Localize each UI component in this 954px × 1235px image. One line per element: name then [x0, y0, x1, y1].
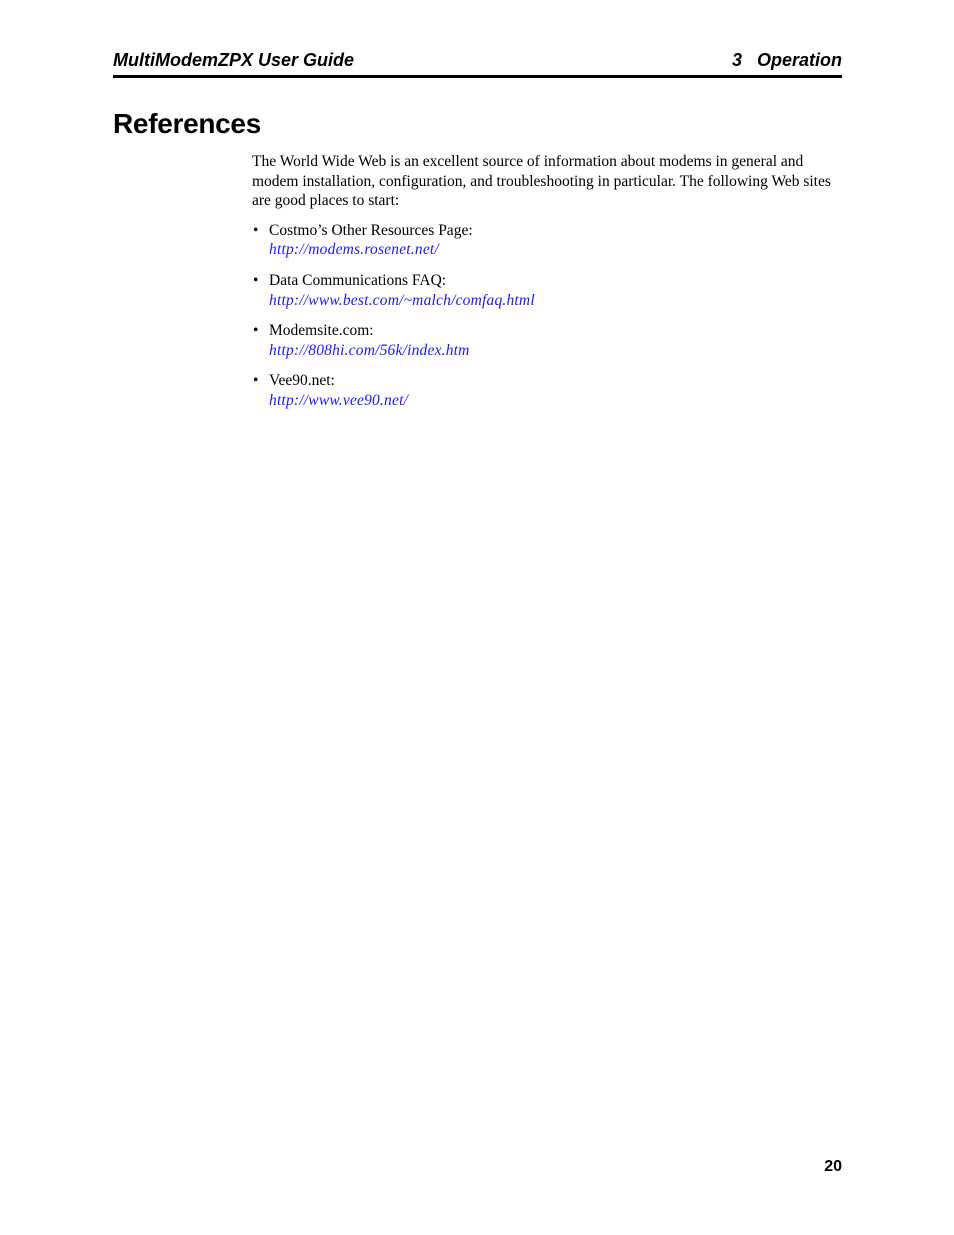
page-title: References: [113, 108, 261, 139]
chapter-title: 3 Operation: [731, 50, 842, 70]
reference-link[interactable]: http://modems.rosenet.net/: [269, 241, 439, 259]
reference-label: Modemsite.com:: [269, 322, 374, 340]
bullet-icon: •: [253, 221, 259, 239]
list-item: [252, 271, 844, 310]
list-item: [252, 221, 844, 260]
reference-link[interactable]: http://www.vee90.net/: [269, 391, 409, 409]
reference-label: Costmo’s Other Resources Page:: [269, 221, 473, 239]
reference-link[interactable]: http://www.best.com/~malch/comfaq.html: [269, 291, 535, 309]
bullet-icon: •: [253, 271, 259, 289]
reference-label: Vee90.net:: [269, 372, 335, 390]
reference-link[interactable]: http://808hi.com/56k/index.htm: [269, 341, 470, 359]
document-title: MultiModemZPX User Guide: [113, 50, 355, 70]
section-body: [252, 152, 844, 422]
list-item: [252, 371, 844, 410]
intro-paragraph: The World Wide Web is an excellent source of information about modems in general and modem installation, configuration, and troubleshooting in particular. The following Web sites are good places to start:: [252, 153, 831, 210]
page-number: 20: [824, 1158, 842, 1175]
list-item: [252, 321, 844, 360]
reference-label: Data Communications FAQ:: [269, 271, 447, 289]
bullet-icon: •: [253, 322, 259, 340]
running-header: [113, 49, 842, 78]
reference-list: [252, 221, 844, 411]
bullet-icon: •: [253, 372, 259, 390]
